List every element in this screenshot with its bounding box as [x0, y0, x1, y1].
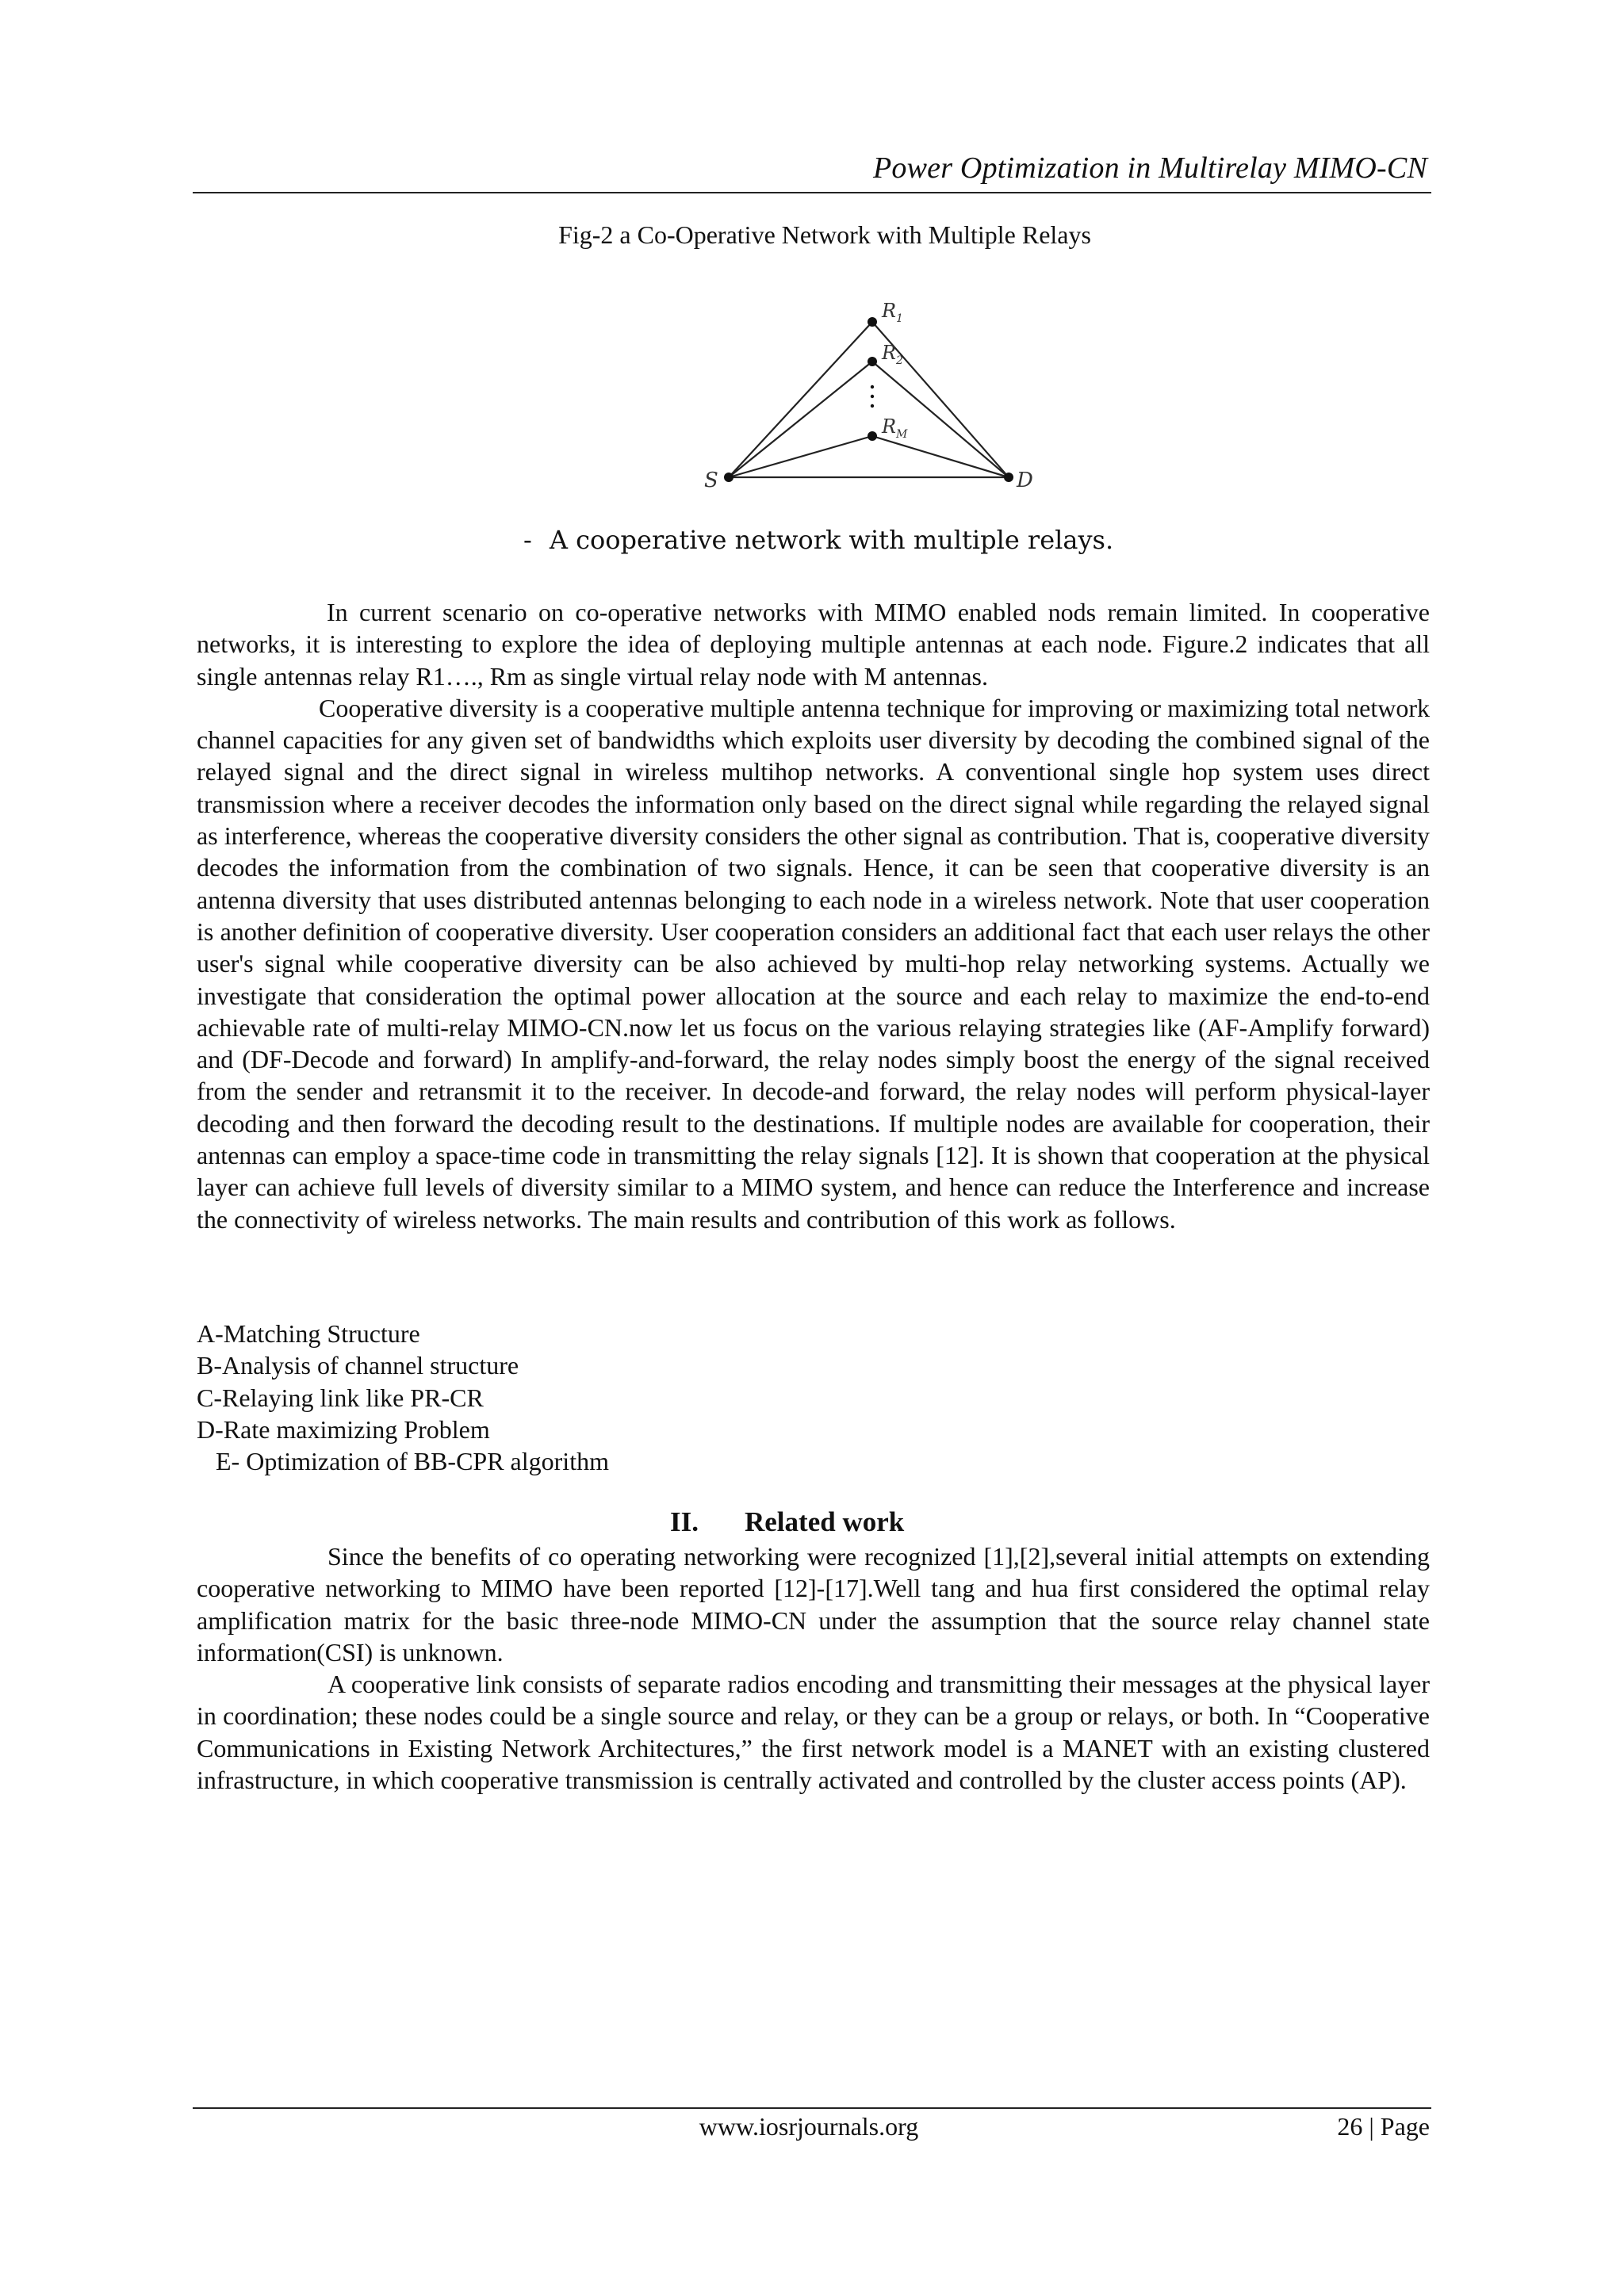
label-relay-1: R	[882, 300, 897, 322]
cooperative-network-diagram	[682, 293, 1063, 499]
ellipsis-dot	[871, 385, 874, 388]
figure-title: Fig-2 a Co-Operative Network with Multiple Relays	[558, 220, 1091, 249]
ellipsis-dot	[871, 395, 874, 398]
node-relay-m	[868, 431, 877, 441]
paragraph-related-2: A cooperative link consists of separate radios encoding and transmitting their messages at the physical layer in coordination; these nodes could be a single source and relay, or they can be a group or relays, or both. In “Cooperative Communications in Existing Network Architectures,” the first network model is a MANET with an existing clustered infrastructure, in which cooperative transmission is centrally activated and controlled by the cluster access points (AP).	[197, 1670, 1430, 1795]
label-source: S	[704, 469, 718, 492]
header-rule	[193, 192, 1431, 193]
body-text	[197, 596, 1430, 1235]
caption-marker: -	[523, 525, 532, 555]
contribution-list	[197, 1318, 1430, 1477]
paragraph-cooperative-diversity: Cooperative diversity is a cooperative multiple antenna technique for improving or maximizing total network channel capacities for any given set of bandwidths which exploits user diversity by decoding the combined signal of the relayed signal and the direct signal in wireless multihop networks. A conventional single hop system uses direct transmission where a receiver decodes the information only based on the direct signal while regarding the relayed signal as interference, whereas the cooperative diversity considers the other signal as contribution. That is, cooperative diversity decodes the information from the combination of two signals. Hence, it can be seen that cooperative diversity is an antenna diversity that uses distributed antennas belonging to each node in a wireless network. Note that user cooperation is another definition of cooperative diversity. User cooperation considers an additional fact that each user relays the other user's signal while cooperative diversity can be also achieved by multi-hop relay networking systems. Actually we investigate that consideration the optimal power allocation at the source and each relay to maximize the end-to-end achievable rate of multi-relay MIMO-CN.now let us focus on the various relaying strategies like (AF-Amplify forward) and (DF-Decode and forward) In amplify-and-forward, the relay nodes simply boost the energy of the signal received from the sender and retransmit it to the receiver. In decode-and forward, the relay nodes will perform physical-layer decoding and then forward the decoding result to the destinations. If multiple nodes are available for cooperation, their antennas can employ a space-time code in transmitting the relay signals [12]. It is shown that cooperation at the physical layer can achieve full levels of diversity similar to a MIMO system, and hence can reduce the Interference and increase the connectivity of wireless networks. The main results and contribution of this work as follows.	[197, 693, 1430, 1234]
section-heading	[670, 1506, 904, 1538]
related-work-text	[197, 1540, 1430, 1796]
paragraph-intro: In current scenario on co-operative networks with MIMO enabled nods remain limited. In cooperative networks, it is interesting to explore the idea of deploying multiple antennas at each node. Figure.2 indicates that all single antennas relay R1…., Rm as single virtual relay node with M antennas.	[197, 598, 1430, 691]
footer-page-number: 26 | Page	[1337, 2112, 1430, 2141]
label-relay-m-sub: M	[896, 428, 908, 441]
node-relay-1	[868, 317, 877, 327]
node-destination	[1004, 473, 1013, 482]
caption-text: A cooperative network with multiple relays.	[549, 525, 1114, 555]
list-item: A-Matching Structure	[197, 1319, 420, 1348]
ellipsis-dot	[871, 404, 874, 408]
section-number: II.	[670, 1506, 699, 1537]
list-item: B-Analysis of channel structure	[197, 1351, 519, 1380]
paragraph-related-1: Since the benefits of co operating networking were recognized [1],[2],several initial attempts on extending cooperative networking to MIMO have been reported [12]-[17].Well tang and hua first considered the optimal relay amplification matrix for the basic three-node MIMO-CN under the assumption that the source relay channel state information(CSI) is unknown.	[197, 1542, 1430, 1667]
figure-caption	[523, 525, 1126, 555]
footer-rule	[193, 2107, 1431, 2109]
label-relay-1-sub: 1	[896, 312, 903, 325]
label-relay-m: R	[882, 415, 897, 438]
label-destination: D	[1017, 469, 1033, 492]
list-item: C-Relaying link like PR-CR	[197, 1383, 484, 1412]
running-header-title: Power Optimization in Multirelay MIMO-CN	[873, 151, 1427, 185]
edge-s-rm	[729, 436, 872, 477]
label-relay-2-sub: 2	[896, 354, 903, 367]
edge-s-r2	[729, 362, 872, 477]
edge-rm-d	[872, 436, 1009, 477]
list-item: D-Rate maximizing Problem	[197, 1414, 490, 1444]
section-title: Related work	[745, 1506, 905, 1537]
node-relay-2	[868, 357, 877, 366]
footer-website: www.iosrjournals.org	[699, 2112, 919, 2141]
label-relay-2: R	[882, 342, 897, 364]
edge-s-r1	[729, 322, 872, 477]
node-source	[724, 473, 733, 482]
list-item: E- Optimization of BB-CPR algorithm	[216, 1447, 609, 1476]
